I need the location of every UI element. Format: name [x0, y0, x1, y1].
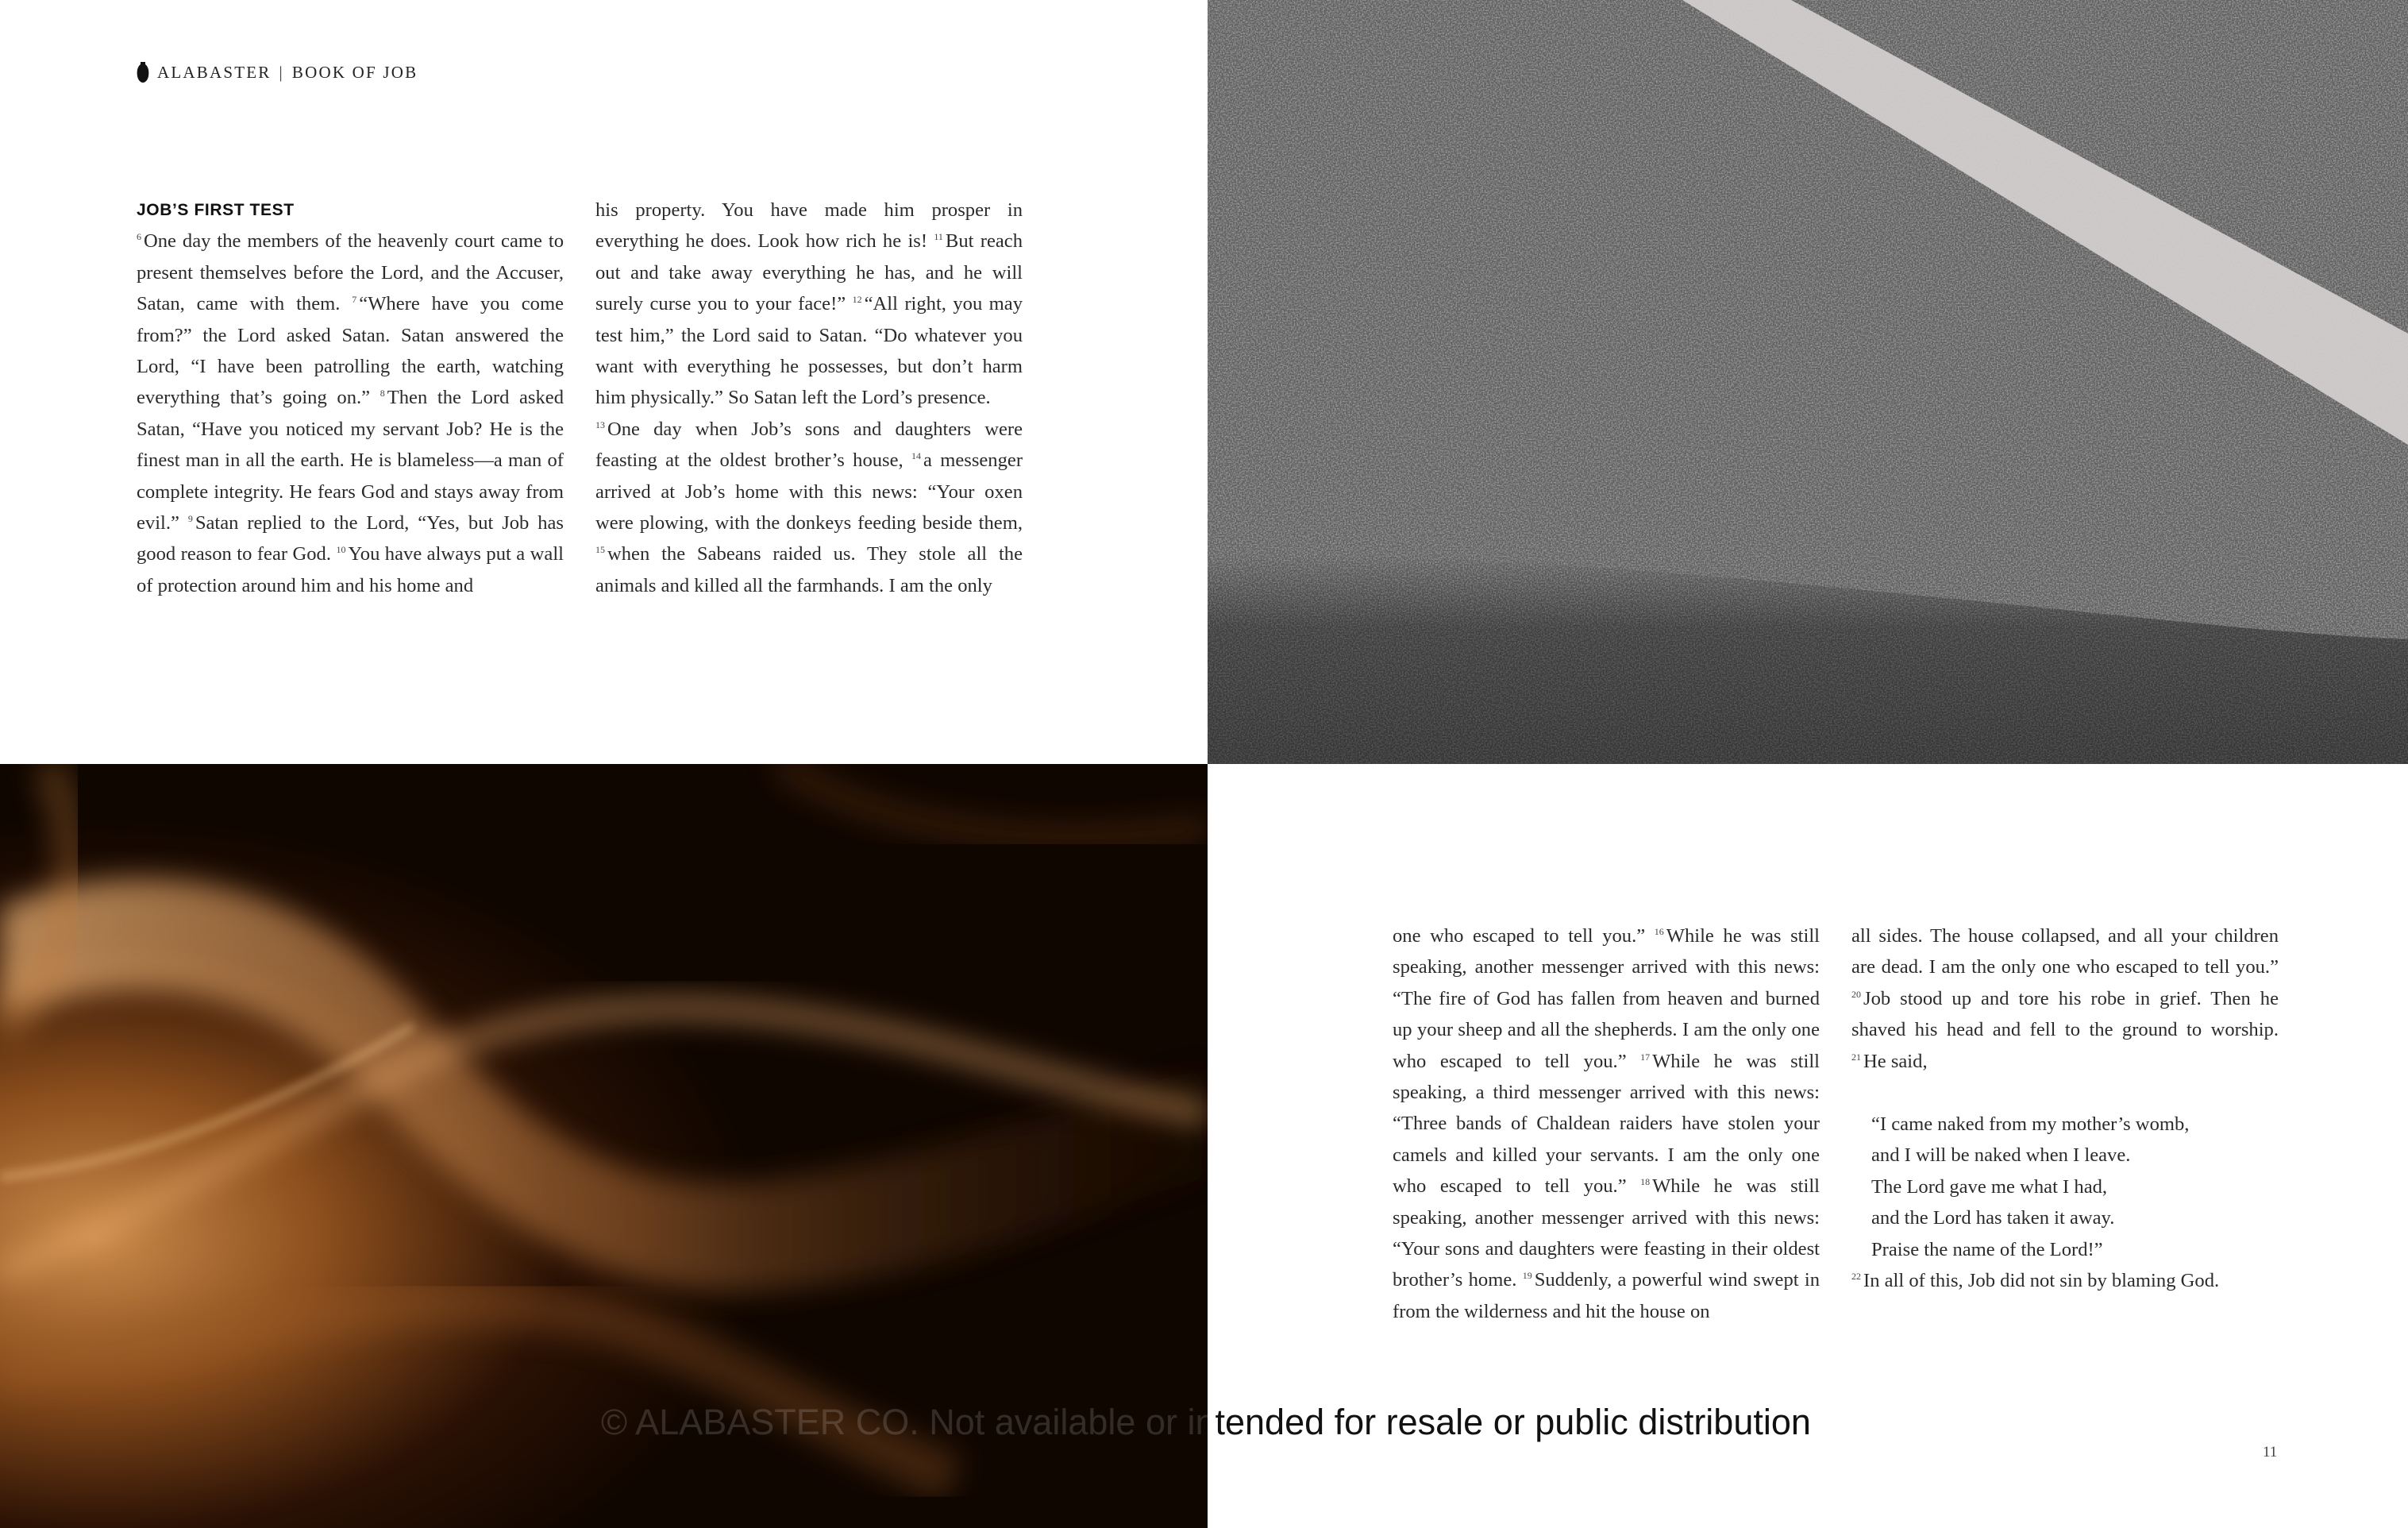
verse-text: his property. You have made him prosper in everything he does. Look how rich he is! — [595, 199, 1023, 253]
poem-line: The Lord gave me what I had, — [1871, 1175, 2108, 1198]
verse-number: 15 — [595, 544, 605, 556]
verse-text: While he was still speaking, another messenger arrived with this news: “Your sons and daughters were feasting in their oldest brother’s home. — [1393, 1175, 1820, 1291]
verse-text: “All right, you may test him,” the Lord said to Satan. “Do whatever you want with everything he possesses, but don’t harm him physically.” So Satan left the Lord’s presence. — [595, 293, 1023, 409]
brand-name: ALABASTER — [157, 62, 272, 82]
verse-number: 19 — [1522, 1270, 1532, 1282]
alabaster-jar-icon — [137, 62, 149, 83]
verse-text: Then the Lord asked Satan, “Have you noticed my servant Job? He is the finest man in all the earth. He is blameless—a man of complete integrity. He fears God and stays away from evil.” — [137, 387, 564, 534]
copyright-watermark — [601, 1402, 1811, 1443]
poem-line: and I will be naked when I leave. — [1871, 1144, 2131, 1167]
verse-text: when the Sabeans raided us. They stole all the animals and killed all the farmhands. I am the only — [595, 543, 1023, 596]
verse-text: But reach out and take away everything he has, and he will surely curse you to your face!” — [595, 230, 1023, 315]
verse-text: He said, — [1863, 1050, 1928, 1072]
text-column-1 — [137, 195, 564, 601]
verse-text: You have always put a wall of protection around him and his home and — [137, 543, 564, 596]
verse-number: 14 — [911, 450, 921, 462]
verse-text: one who escaped to tell you.” — [1393, 925, 1646, 947]
verse-number: 17 — [1640, 1051, 1651, 1063]
header-separator: | — [279, 62, 284, 82]
verse-number: 16 — [1654, 926, 1664, 937]
verse-number: 21 — [1851, 1051, 1861, 1063]
paragraph — [137, 226, 564, 601]
paragraph — [1393, 920, 1820, 1327]
watermark-part-on-paper: tended for resale or public distribution — [1215, 1402, 1811, 1442]
paragraph — [595, 195, 1023, 414]
verse-number: 9 — [187, 513, 193, 525]
book-title: BOOK OF JOB — [291, 62, 418, 82]
verse-text: Job stood up and tore his robe in grief. Then he shaved his head and fell to the ground to worship. — [1851, 987, 2279, 1041]
section-heading: JOB’S FIRST TEST — [137, 201, 295, 219]
poem-line: “I came naked from my mother’s womb, — [1871, 1113, 2190, 1136]
text-column-4 — [1851, 920, 2279, 1296]
verse-text: While he was still speaking, another messenger arrived with this news: “The fire of God has fallen from heaven and burned up your sheep and all the shepherds. I am the only one who escaped to tell you.” — [1393, 925, 1820, 1072]
verse-text: In all of this, Job did not sin by blaming God. — [1863, 1270, 2220, 1292]
verse-number: 12 — [852, 294, 862, 306]
verse-text: One day the members of the heavenly court came to present themselves before the Lord, and the Accuser, Satan, came with them. — [137, 230, 564, 315]
verse-text: While he was still speaking, a third messenger arrived with this news: “Three bands of Chaldean raiders have stolen your camels and killed your servants. I am the only one who escaped to tell you.” — [1393, 1050, 1820, 1198]
verse-number: 10 — [336, 544, 346, 556]
poem-line: Praise the name of the Lord!” — [1871, 1238, 2103, 1260]
page-number: 11 — [2263, 1444, 2278, 1460]
verse-text: all sides. The house collapsed, and all your children are dead. I am the only one who escaped to tell you.” — [1851, 925, 2279, 978]
verse-text: Satan replied to the Lord, “Yes, but Job has good reason to fear God. — [137, 512, 564, 565]
verse-text: One day when Job’s sons and daughters were feasting at the oldest brother’s house, — [595, 418, 1023, 472]
verse-text: a messenger arrived at Job’s home with this news: “Your oxen were plowing, with the donkeys feeding beside them, — [595, 450, 1023, 534]
verse-number: 20 — [1851, 988, 1861, 1000]
verse-number: 22 — [1851, 1271, 1861, 1283]
poem — [1871, 1109, 2279, 1265]
running-header — [137, 62, 418, 83]
poem-line: and the Lord has taken it away. — [1871, 1207, 2115, 1229]
verse-text: Suddenly, a powerful wind swept in from the wilderness and hit the house on — [1393, 1269, 1820, 1322]
asphalt-photo — [1208, 0, 2408, 764]
verse-number: 18 — [1640, 1176, 1651, 1188]
verse-number: 8 — [380, 388, 385, 399]
verse-text: “Where have you come from?” the Lord asked Satan. Satan answered the Lord, “I have been patrolling the earth, watching everything that’s going on.” — [137, 293, 564, 409]
paragraph — [1851, 1265, 2279, 1296]
verse-number: 13 — [595, 419, 605, 430]
verse-number: 7 — [352, 294, 357, 306]
watermark-part-on-image: © ALABASTER CO. Not available or in — [601, 1402, 1216, 1442]
paragraph — [595, 414, 1023, 601]
text-column-3 — [1393, 920, 1820, 1327]
verse-number: 11 — [934, 231, 943, 243]
text-column-2 — [595, 195, 1023, 601]
verse-number: 6 — [137, 231, 141, 243]
paragraph — [1851, 920, 2279, 1077]
